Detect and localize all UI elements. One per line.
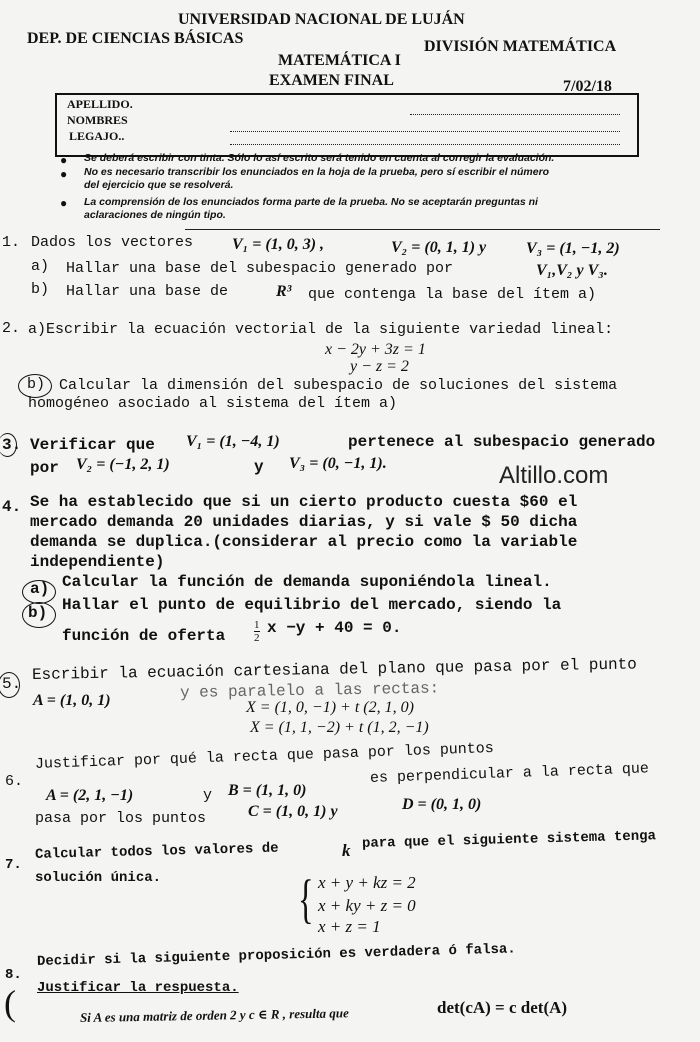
q3-y: y [254, 458, 264, 476]
exam-date: 7/02/18 [563, 78, 612, 95]
q7-number: 7. [5, 857, 22, 873]
q4-b-text1: Hallar el punto de equilibrio del mercado, siendo la [62, 596, 562, 614]
bullet-icon: ● [60, 167, 68, 181]
q2-number: 2. [2, 320, 21, 337]
q6-point-c: C = (1, 0, 1) y [248, 803, 338, 820]
q7-line2: solución única. [35, 870, 162, 886]
q1-b-math: R³ [276, 283, 292, 300]
q1-v3: V₃ = (1, −1, 2) [526, 240, 620, 257]
q1-v1: V₁ = (1, 0, 3) , [232, 236, 325, 253]
q6-point-d: D = (0, 1, 0) [402, 796, 482, 813]
separator-line [185, 229, 660, 230]
bullet-icon: ● [60, 196, 68, 210]
q6-point-a: A = (2, 1, −1) [46, 787, 134, 804]
q6-line1: Justificar por qué la recta que pasa por los puntos [34, 739, 495, 773]
q7-k: k [342, 841, 351, 860]
nombres-line[interactable] [230, 131, 620, 132]
q5-point: A = (1, 0, 1) [33, 692, 111, 709]
q5-line2: y es paralelo a las rectas: [179, 679, 440, 702]
q7-eq1: x + y + kz = 2 [318, 873, 416, 892]
subject-title: MATEMÁTICA I [278, 52, 401, 69]
q6-number: 6. [5, 773, 24, 790]
q4-line1: Se ha establecido que si un cierto producto cuesta $60 el [30, 493, 578, 511]
q7-line1: Calcular todos los valores de [34, 840, 279, 863]
q3-v3: V₃ = (0, −1, 1). [289, 455, 387, 472]
instruction-3: La comprensión de los enunciados forma parte de la prueba. No se aceptarán preguntas ni [84, 196, 538, 208]
q4-b-eq: x −y + 40 = 0. [267, 619, 402, 637]
q1-a-label: a) [31, 258, 50, 275]
instruction-1: Se deberá escribir con tinta. Sólo lo así escrito será tenido en cuenta al corregir la evaluación. [84, 152, 555, 164]
q6-point-b: B = (1, 1, 0) [228, 782, 307, 799]
q7-line1b: para que el siguiente sistema tenga [361, 828, 657, 852]
q4-a-text: Calcular la función de demanda suponiéndola lineal. [62, 573, 552, 591]
q6-line2: es perpendicular a la recta que [369, 760, 650, 787]
q7-eq3: x + z = 1 [318, 917, 381, 936]
university-name: UNIVERSIDAD NACIONAL DE LUJÁN [178, 11, 465, 28]
q1-text: Dados los vectores [31, 234, 194, 251]
watermark: Altillo.com [499, 462, 609, 489]
q8-line1: Decidir si la siguiente proposición es verdadera ó falsa. [36, 941, 516, 970]
q8-line2: Justificar la respuesta. [37, 980, 239, 996]
q1-b-text2: que contenga la base del ítem a) [308, 286, 597, 303]
q2-eq2: y − z = 2 [350, 358, 409, 375]
exam-title: EXAMEN FINAL [269, 72, 394, 89]
q2-b-text2: homogéneo asociado al sistema del ítem a) [28, 395, 398, 412]
q7-eq2: x + ky + z = 0 [318, 896, 416, 915]
legajo-label: LEGAJO.. [69, 129, 125, 143]
student-info-box [55, 93, 639, 157]
q8-bracket: ( [4, 983, 16, 1023]
q2-a-text: a)Escribir la ecuación vectorial de la siguiente variedad lineal: [28, 321, 614, 338]
q4-line2: mercado demanda 20 unidades diarias, y si vale $ 50 dicha [30, 513, 578, 531]
q8-proposition-math: det(cA) = c det(A) [437, 998, 568, 1017]
q3-text1: Verificar que [30, 436, 155, 454]
q1-b-text1: Hallar una base de [66, 283, 229, 300]
instruction-2-cont: del ejercicio que se resolverá. [84, 179, 234, 191]
q5-line-r1: X = (1, 0, −1) + t (2, 1, 0) [246, 699, 414, 716]
q6-line3: pasa por los puntos [35, 810, 207, 827]
q3-v2: V₂ = (−1, 2, 1) [76, 456, 170, 473]
q6-y: y [203, 787, 213, 804]
q4-b-label: b) [28, 604, 48, 622]
q3-v1: V₁ = (1, −4, 1) [186, 433, 280, 450]
q5-line1: Escribir la ecuación cartesiana del plano que pasa por el punto [31, 655, 637, 684]
q4-number: 4. [2, 498, 22, 516]
q7-brace: { [298, 869, 314, 929]
nombres-label: NOMBRES [67, 113, 128, 127]
q1-a-text: Hallar una base del subespacio generado por [66, 260, 454, 277]
q3-number: 3. [2, 436, 22, 454]
instruction-2: No es necesario transcribir los enunciados en la hoja de la prueba, pero sí escribir el número [84, 166, 550, 178]
instruction-3-cont: aclaraciones de ningún tipo. [84, 209, 226, 221]
q4-fraction: 1 2 [254, 619, 260, 644]
q2-eq1: x − 2y + 3z = 1 [325, 341, 426, 358]
q1-b-label: b) [31, 281, 50, 298]
q4-line3: demanda se duplica.(considerar al precio como la variable [30, 533, 578, 551]
department-name: DEP. DE CIENCIAS BÁSICAS [27, 30, 244, 47]
q5-number: 5. [2, 675, 22, 693]
q3-text2: pertenece al subespacio generado [348, 433, 656, 451]
q4-a-label: a) [30, 580, 50, 598]
q1-v2: V₂ = (0, 1, 1) y [391, 239, 487, 256]
q1-a-math: V₁,V₂ y V₃. [536, 262, 608, 279]
q3-text3: por [30, 459, 59, 477]
q8-number: 8. [5, 967, 22, 983]
legajo-line[interactable] [230, 144, 620, 145]
q8-proposition-text: Si A es una matriz de orden 2 y c ∈ R , resulta que [79, 1005, 349, 1025]
q4-line4: independiente) [30, 553, 165, 571]
q2-b-label: b) [27, 376, 46, 393]
q5-line-r2: X = (1, 1, −2) + t (1, 2, −1) [250, 719, 429, 736]
q1-number: 1. [2, 234, 21, 251]
q2-b-text1: Calcular la dimensión del subespacio de soluciones del sistema [59, 377, 618, 394]
apellido-label: APELLIDO. [67, 97, 133, 111]
division-name: DIVISIÓN MATEMÁTICA [424, 38, 617, 55]
apellido-line[interactable] [410, 114, 620, 115]
q4-b-text2: función de oferta [62, 627, 226, 645]
bullet-icon: ● [60, 153, 68, 167]
